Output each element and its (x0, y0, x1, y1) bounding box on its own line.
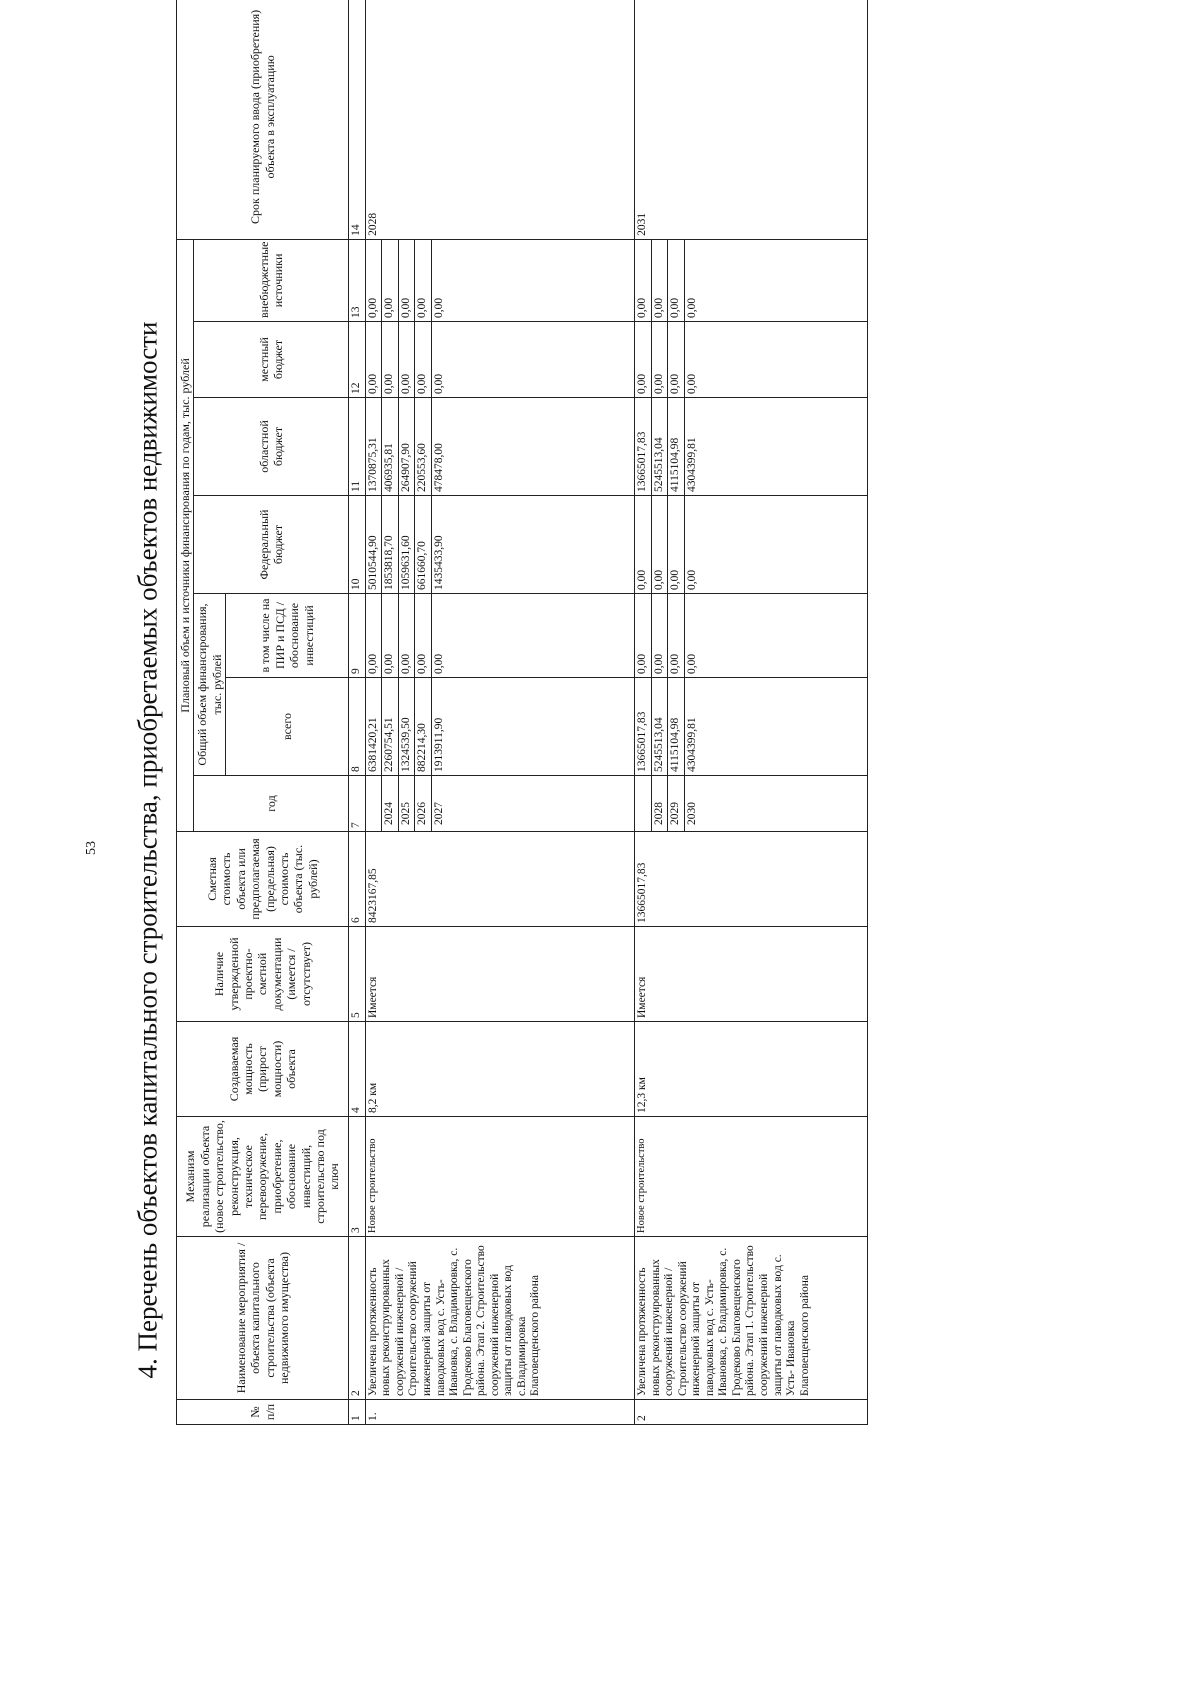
loc-cell: 0,00 (382, 322, 399, 398)
column-number: 5 (349, 927, 366, 1022)
object-term: 2028 (365, 0, 634, 239)
loc-cell: 0,00 (668, 322, 685, 398)
year-cell: 2025 (398, 776, 415, 832)
row-number: 2 (634, 1400, 867, 1425)
year-cell: 2026 (415, 776, 432, 832)
object-capacity: 12,3 км (634, 1022, 867, 1117)
header-no: № п/п (177, 1400, 349, 1425)
object-name: Увеличена протяженность новых реконструированных сооружений инженерной / Строительство сооружений инженерной защиты от паводковых вод с. Усть-Ивановка, с. Владимировка, с. Гродеково Благовещенского района. Этап 1. Строительство сооружений инженерной защиты от паводковых вод с. Усть- Ивановка Благовещенского района (634, 1237, 867, 1400)
reg-cell: 264907,90 (398, 398, 415, 496)
object-docs: Имеется (365, 927, 634, 1022)
fed-cell: 0,00 (684, 496, 867, 594)
ext-cell: 0,00 (365, 239, 382, 321)
fed-cell: 1853818,70 (382, 496, 399, 594)
ext-cell: 0,00 (651, 239, 668, 321)
header-term: Срок планируемого ввода (приобретения) объекта в эксплуатацию (177, 0, 349, 239)
column-number: 7 (349, 776, 366, 832)
total-cell: 882214,30 (415, 678, 432, 776)
object-docs: Имеется (634, 927, 867, 1022)
page-number: 53 (84, 841, 99, 855)
reg-cell: 13665017,83 (634, 398, 651, 496)
ext-cell: 0,00 (398, 239, 415, 321)
reg-cell: 1370875,31 (365, 398, 382, 496)
year-cell: 2028 (651, 776, 668, 832)
header-fed: Федеральный бюджет (194, 496, 349, 594)
fed-cell: 0,00 (634, 496, 651, 594)
header-ext: внебюджетные источники (194, 239, 349, 321)
header-plan-group: Плановый объем и источники финансирования по годам, тыс. рублей (177, 239, 194, 831)
pir-cell: 0,00 (684, 594, 867, 678)
reg-cell: 406935,81 (382, 398, 399, 496)
column-number: 13 (349, 239, 366, 321)
pir-cell: 0,00 (431, 594, 634, 678)
year-cell: 2024 (382, 776, 399, 832)
total-cell: 5245513,04 (651, 678, 668, 776)
loc-cell: 0,00 (415, 322, 432, 398)
table-row (365, 0, 382, 1425)
header-reg: областной бюджет (194, 398, 349, 496)
column-number: 1 (349, 1400, 366, 1425)
object-cost: 8423167,85 (365, 832, 634, 927)
header-docs: Наличие утвержденной проектно-сметной документации (имеется / отсутствует) (177, 927, 349, 1022)
pir-cell: 0,00 (415, 594, 432, 678)
object-name: Увеличена протяженность новых реконструированных сооружений инженерной / Строительство сооружений инженерной защиты от паводковых вод с. Усть-Ивановка, с. Владимировка, с. Гродеково Благовещенского района. Этап 2. Строительство сооружений инженерной защиты от паводковых вод с.Владимировка Благовещенского района (365, 1237, 634, 1400)
total-cell: 4115104,98 (668, 678, 685, 776)
header-capacity: Создаваемая мощность (прирост мощности) объекта (177, 1022, 349, 1117)
fed-cell: 5010544,90 (365, 496, 382, 594)
column-number: 14 (349, 0, 366, 239)
loc-cell: 0,00 (431, 322, 634, 398)
header-loc: местный бюджет (194, 322, 349, 398)
loc-cell: 0,00 (398, 322, 415, 398)
year-cell: 2030 (684, 776, 867, 832)
header-name: Наименование мероприятия /объекта капитального строительства (объекта недвижимого имущества) (177, 1237, 349, 1400)
column-number: 10 (349, 496, 366, 594)
reg-cell: 220553,60 (415, 398, 432, 496)
fed-cell: 0,00 (651, 496, 668, 594)
total-cell: 4304399,81 (684, 678, 867, 776)
loc-cell: 0,00 (684, 322, 867, 398)
object-term: 2031 (634, 0, 867, 239)
reg-cell: 478478,00 (431, 398, 634, 496)
column-number: 12 (349, 322, 366, 398)
pir-cell: 0,00 (668, 594, 685, 678)
table-row (634, 0, 651, 1425)
ext-cell: 0,00 (634, 239, 651, 321)
total-cell: 2260754,51 (382, 678, 399, 776)
header-row-1 (177, 0, 194, 1425)
pir-cell: 0,00 (382, 594, 399, 678)
column-number-row (349, 0, 366, 1425)
ext-cell: 0,00 (415, 239, 432, 321)
fed-cell: 1059631,60 (398, 496, 415, 594)
total-cell: 1913911,90 (431, 678, 634, 776)
year-cell: 2027 (431, 776, 634, 832)
object-capacity: 8,2 км (365, 1022, 634, 1117)
loc-cell: 0,00 (634, 322, 651, 398)
loc-cell: 0,00 (651, 322, 668, 398)
header-total: всего (226, 678, 349, 776)
object-mechanism: Новое строительство (634, 1117, 867, 1237)
table-canvas (176, 9, 811, 1425)
column-number: 2 (349, 1237, 366, 1400)
page-title: 4. Перечень объектов капитального строительства, приобретаемых объектов недвижимости (132, 321, 163, 1379)
fed-cell: 1435433,90 (431, 496, 634, 594)
year-cell: 2029 (668, 776, 685, 832)
row-number: 1. (365, 1400, 634, 1425)
object-mechanism: Новое строительство (365, 1117, 634, 1237)
header-mechanism: Механизм реализации объекта (новое строительство, реконструкция, техническое перевооружение, приобретение, обоснование инвестиций, строительство под ключ (177, 1117, 349, 1237)
column-number: 6 (349, 832, 366, 927)
fed-cell: 0,00 (668, 496, 685, 594)
pir-cell: 0,00 (634, 594, 651, 678)
pir-cell: 0,00 (365, 594, 382, 678)
ext-cell: 0,00 (668, 239, 685, 321)
header-total-group: Общий объем финансирования, тыс. рублей (194, 594, 226, 776)
total-cell: 1324539,50 (398, 678, 415, 776)
column-number: 3 (349, 1117, 366, 1237)
ext-cell: 0,00 (431, 239, 634, 321)
pir-cell: 0,00 (651, 594, 668, 678)
ext-cell: 0,00 (382, 239, 399, 321)
loc-cell: 0,00 (365, 322, 382, 398)
reg-cell: 4115104,98 (668, 398, 685, 496)
header-cost: Сметная стоимость объекта или предполагаемая (предельная) стоимость объекта (тыс. рублей) (177, 832, 349, 927)
pir-cell: 0,00 (398, 594, 415, 678)
total-cell: 13665017,83 (634, 678, 651, 776)
header-year: год (194, 776, 349, 832)
fed-cell: 661660,70 (415, 496, 432, 594)
column-number: 11 (349, 398, 366, 496)
total-cell: 6381420,21 (365, 678, 382, 776)
year-cell (365, 776, 382, 832)
capital-construction-table (176, 0, 868, 1425)
column-number: 4 (349, 1022, 366, 1117)
year-cell (634, 776, 651, 832)
header-pir: в том числе на ПИР и ПСД / обоснование инвестиций (226, 594, 349, 678)
object-cost: 13665017,83 (634, 832, 867, 927)
reg-cell: 4304399,81 (684, 398, 867, 496)
column-number: 9 (349, 594, 366, 678)
column-number: 8 (349, 678, 366, 776)
reg-cell: 5245513,04 (651, 398, 668, 496)
ext-cell: 0,00 (684, 239, 867, 321)
